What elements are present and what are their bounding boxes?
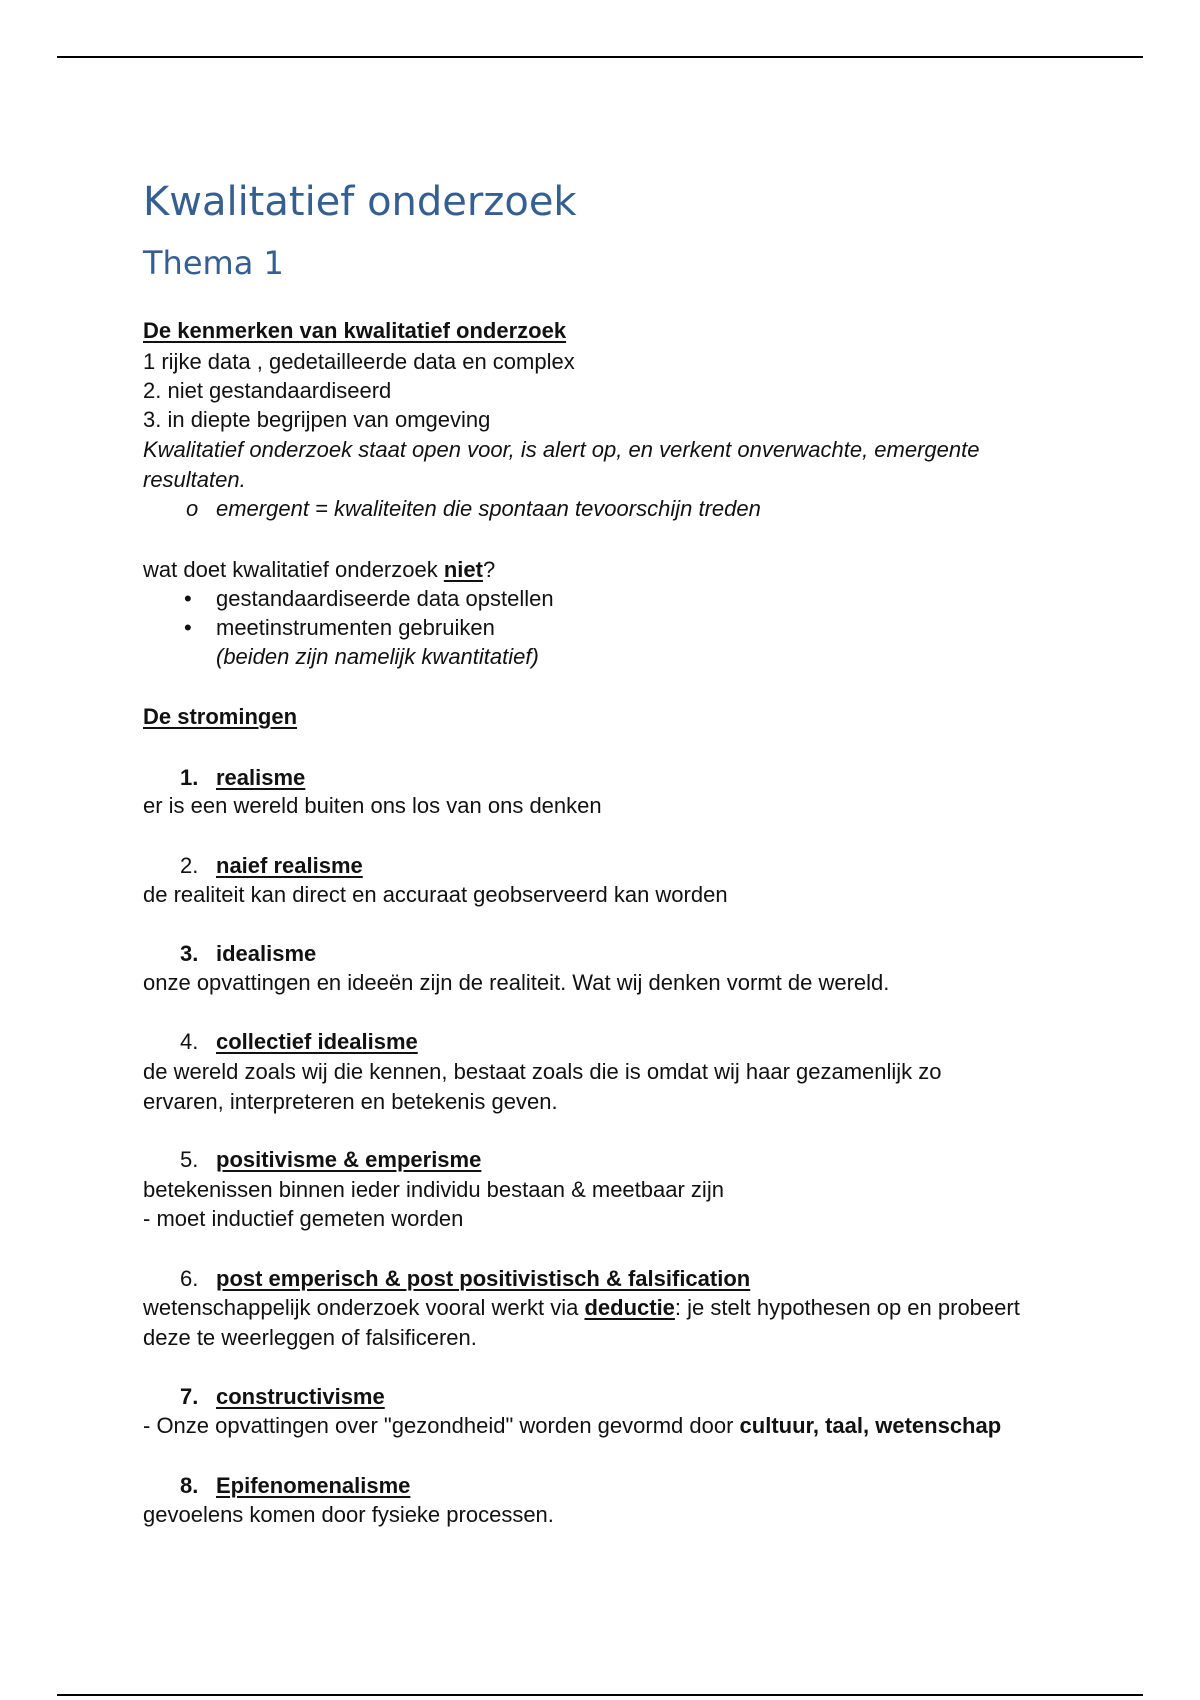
bullet-item: gestandaardiseerde data opstellen xyxy=(216,586,554,611)
item-number: 5. xyxy=(180,1147,199,1172)
bullet-marker: • xyxy=(184,586,192,611)
item-number: 4. xyxy=(180,1029,199,1054)
kenmerken-note-line: Kwalitatief onderzoek staat open voor, is alert op, en verkent onverwachte, emergente xyxy=(143,437,980,462)
item-description xyxy=(143,1293,1020,1323)
section-heading-kenmerken: De kenmerken van kwalitatief onderzoek xyxy=(143,318,567,343)
kenmerk-line: 2. niet gestandaardiseerd xyxy=(143,378,392,403)
item-description: de wereld zoals wij die kennen, bestaat zoals die is omdat wij haar gezamenlijk zo xyxy=(143,1059,942,1084)
item-description: de realiteit kan direct en accuraat geobserveerd kan worden xyxy=(143,882,728,907)
item-description: deze te weerleggen of falsificeren. xyxy=(143,1325,477,1350)
item-name-naief-realisme: naief realisme xyxy=(216,853,363,878)
item-description: ervaren, interpreteren en betekenis geven. xyxy=(143,1089,558,1114)
item-number: 2. xyxy=(180,853,199,878)
description-text: : je stelt hypothesen op en probeert xyxy=(674,1295,1020,1320)
item-name-collectief-idealisme: collectief idealisme xyxy=(216,1029,418,1054)
kenmerk-line: 3. in diepte begrijpen van omgeving xyxy=(143,407,491,432)
document-title: Kwalitatief onderzoek xyxy=(143,179,577,225)
item-description: - moet inductief gemeten worden xyxy=(143,1206,464,1231)
item-name-epifenomenalisme: Epifenomenalisme xyxy=(216,1473,411,1498)
kenmerk-line: 1 rijke data , gedetailleerde data en complex xyxy=(143,349,575,374)
item-description: gevoelens komen door fysieke processen. xyxy=(143,1502,554,1527)
item-description xyxy=(143,1411,1001,1441)
sub-bullet-text: emergent = kwaliteiten die spontaan tevoorschijn treden xyxy=(216,496,761,521)
section-heading-stromingen: De stromingen xyxy=(143,704,298,729)
question-emphasis: niet xyxy=(443,557,483,582)
description-emphasis: deductie xyxy=(584,1295,675,1320)
question-text: wat doet kwalitatief onderzoek xyxy=(143,557,444,582)
question-line xyxy=(143,555,495,585)
bullet-item: meetinstrumenten gebruiken xyxy=(216,615,495,640)
item-name-post-emperisch: post emperisch & post positivistisch & falsification xyxy=(216,1266,751,1291)
item-name-constructivisme: constructivisme xyxy=(216,1384,385,1409)
header-rule xyxy=(57,56,1143,58)
description-text: wetenschappelijk onderzoek vooral werkt via xyxy=(143,1295,585,1320)
item-name-positivisme: positivisme & emperisme xyxy=(216,1147,482,1172)
kenmerken-note-line: resultaten. xyxy=(143,467,246,492)
item-number: 1. xyxy=(180,765,199,790)
item-number: 8. xyxy=(180,1473,199,1498)
item-number: 3. xyxy=(180,941,199,966)
document-subtitle: Thema 1 xyxy=(143,244,284,282)
item-number: 6. xyxy=(180,1266,199,1291)
item-name-realisme: realisme xyxy=(216,765,306,790)
footer-rule xyxy=(57,1694,1143,1696)
item-description: betekenissen binnen ieder individu bestaan & meetbaar zijn xyxy=(143,1177,724,1202)
item-description: er is een wereld buiten ons los van ons denken xyxy=(143,793,602,818)
bullet-marker: • xyxy=(184,615,192,640)
item-name-idealisme: idealisme xyxy=(216,941,317,966)
bullet-note: (beiden zijn namelijk kwantitatief) xyxy=(216,644,539,669)
item-description: onze opvattingen en ideeën zijn de realiteit. Wat wij denken vormt de wereld. xyxy=(143,970,890,995)
sub-bullet-marker: o xyxy=(186,496,199,521)
description-emphasis: cultuur, taal, wetenschap xyxy=(739,1413,1002,1438)
question-mark: ? xyxy=(482,557,496,582)
item-number: 7. xyxy=(180,1384,199,1409)
description-text: - Onze opvattingen over "gezondheid" worden gevormd door xyxy=(143,1413,740,1438)
